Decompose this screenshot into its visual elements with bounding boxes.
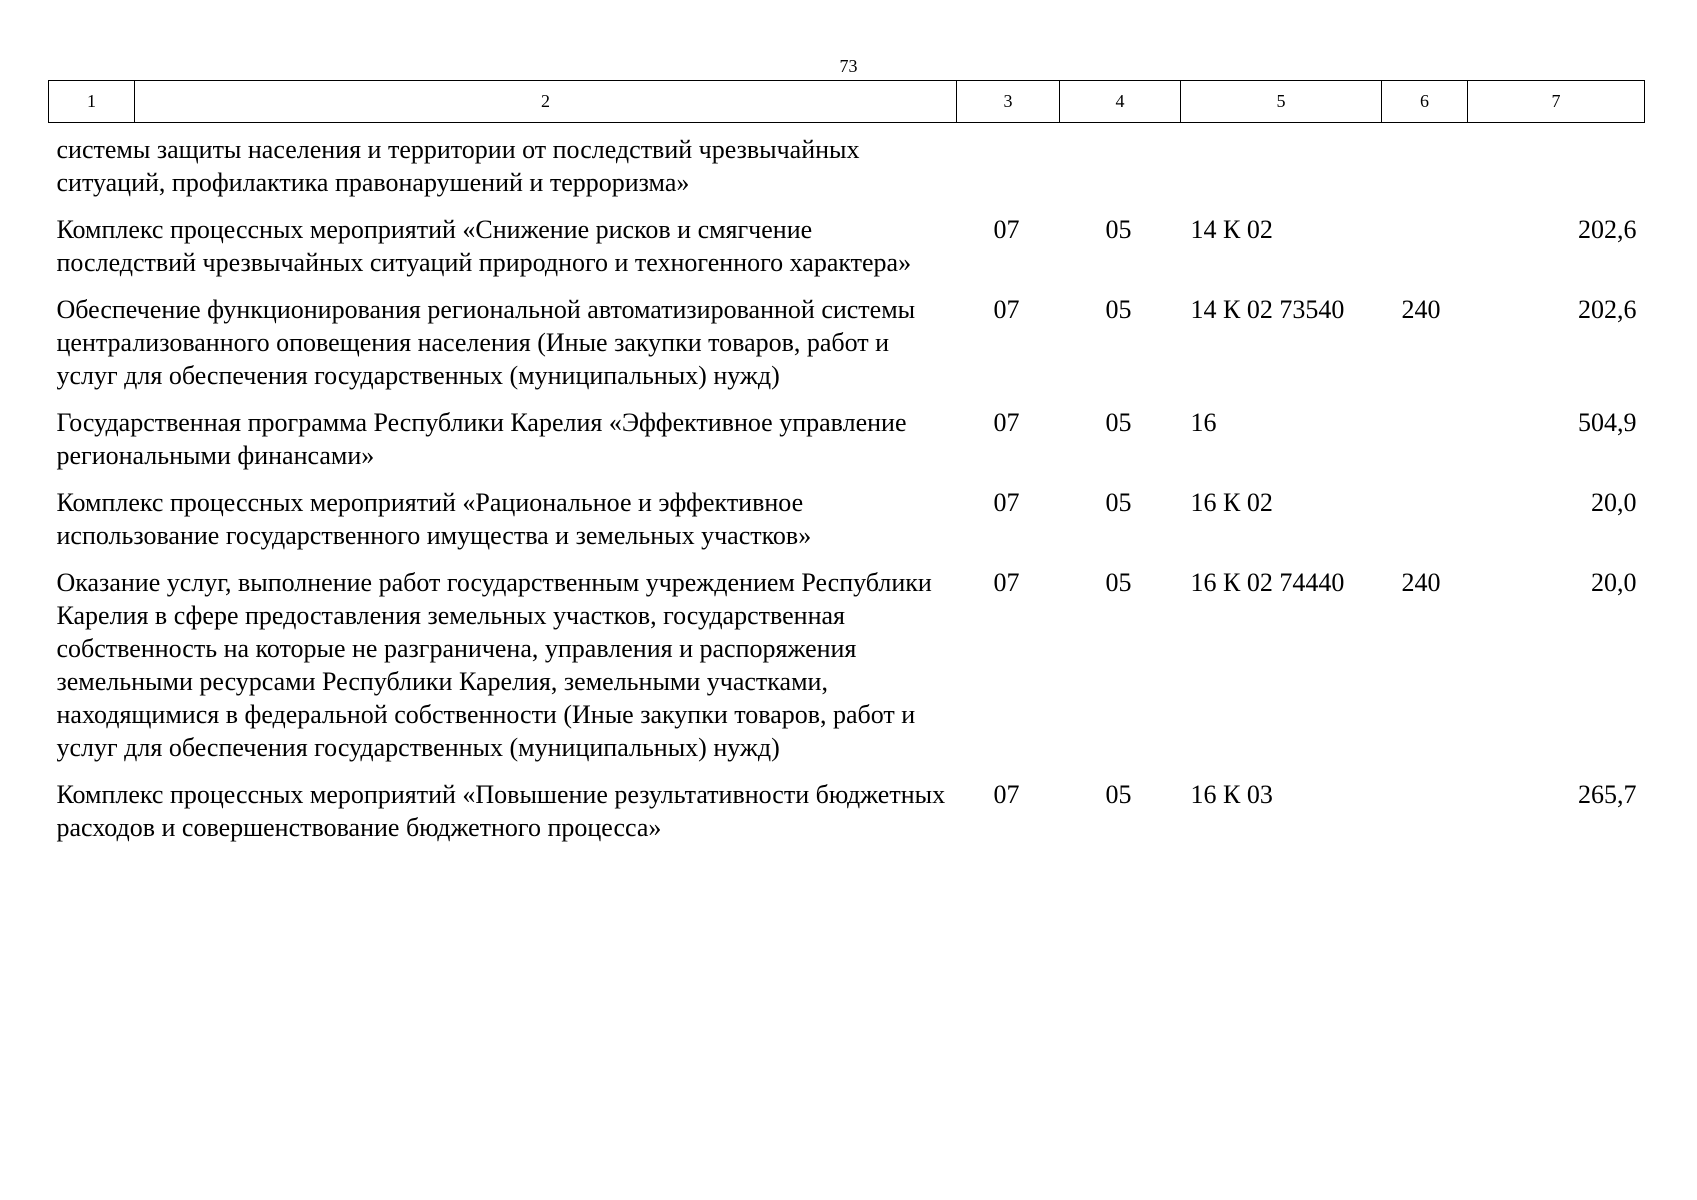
- row-expense-type: 240: [1401, 295, 1441, 324]
- row-subsection: 05: [1105, 295, 1132, 324]
- table-row: [49, 392, 1645, 472]
- row-section: 07: [993, 215, 1020, 244]
- row-target-article: 16: [1190, 408, 1217, 437]
- row-name: системы защиты населения и территории от последствий чрезвычайных ситуаций, профилактика правонарушений и терроризма»: [56, 135, 860, 197]
- row-name: Государственная программа Республики Карелия «Эффективное управление региональными финансами»: [56, 408, 907, 470]
- row-target-article: 14 К 02: [1190, 215, 1273, 244]
- row-section: 07: [993, 568, 1020, 597]
- row-subsection: 05: [1105, 408, 1132, 437]
- row-name: Обеспечение функционирования региональной автоматизированной системы централизованного оповещения населения (Иные закупки товаров, работ и услуг для обеспечения государственных (муниципальных) нужд): [56, 295, 916, 390]
- header-col-6: 6: [1382, 81, 1468, 123]
- table-row: [49, 279, 1645, 392]
- header-col-7: 7: [1468, 81, 1645, 123]
- header-col-3: 3: [957, 81, 1060, 123]
- table-row: [49, 764, 1645, 844]
- row-target-article: [1181, 123, 1382, 200]
- row-target-article: 16 К 02: [1190, 488, 1273, 517]
- row-section: 07: [993, 488, 1020, 517]
- row-expense-type: [1382, 199, 1468, 279]
- row-subsection: 05: [1105, 488, 1132, 517]
- row-amount: 20,0: [1591, 488, 1637, 517]
- row-target-article: 16 К 03: [1190, 780, 1273, 809]
- row-subsection: 05: [1105, 568, 1132, 597]
- row-section: 07: [993, 408, 1020, 437]
- row-expense-type: 240: [1401, 568, 1441, 597]
- row-expense-type: [1382, 764, 1468, 844]
- row-name: Комплекс процессных мероприятий «Рациональное и эффективное использование государственного имущества и земельных участков»: [56, 488, 812, 550]
- row-section: 07: [993, 780, 1020, 809]
- table-body: [49, 123, 1645, 845]
- row-amount: 20,0: [1591, 568, 1637, 597]
- page-number: 73: [839, 56, 858, 76]
- table-row: [49, 472, 1645, 552]
- header-col-1: 1: [49, 81, 135, 123]
- row-expense-type: [1382, 392, 1468, 472]
- header-row: [49, 81, 1645, 123]
- row-amount: 202,6: [1578, 295, 1637, 324]
- header-col-5: 5: [1181, 81, 1382, 123]
- row-amount: 265,7: [1578, 780, 1637, 809]
- row-name: Комплекс процессных мероприятий «Снижение рисков и смягчение последствий чрезвычайных ситуаций природного и техногенного характера»: [56, 215, 912, 277]
- row-name: Оказание услуг, выполнение работ государственным учреждением Республики Карелия в сфере предоставления земельных участков, государственная собственность на которые не разграничена, управления и распоряжения земельными ресурсами Республики Карелия, земельными участками, находящимися в федеральной собственности (Иные закупки товаров, работ и услуг для обеспечения государственных (муниципальных) нужд): [56, 568, 932, 762]
- row-section: [957, 123, 1060, 200]
- table-row: [49, 199, 1645, 279]
- row-subsection: 05: [1105, 215, 1132, 244]
- budget-table: [48, 80, 1645, 844]
- row-name: Комплекс процессных мероприятий «Повышение результативности бюджетных расходов и совершенствование бюджетного процесса»: [56, 780, 946, 842]
- table-header: [49, 81, 1645, 123]
- row-target-article: 16 К 02 74440: [1190, 568, 1345, 597]
- row-amount: 202,6: [1578, 215, 1637, 244]
- header-col-2: 2: [135, 81, 957, 123]
- table-row: [49, 552, 1645, 764]
- row-subsection: [1060, 123, 1181, 200]
- row-amount: 504,9: [1578, 408, 1637, 437]
- row-expense-type: [1382, 123, 1468, 200]
- row-section: 07: [993, 295, 1020, 324]
- row-amount: [1468, 123, 1645, 200]
- row-subsection: 05: [1105, 780, 1132, 809]
- header-col-4: 4: [1060, 81, 1181, 123]
- table-row: [49, 123, 1645, 200]
- row-expense-type: [1382, 472, 1468, 552]
- row-target-article: 14 К 02 73540: [1190, 295, 1345, 324]
